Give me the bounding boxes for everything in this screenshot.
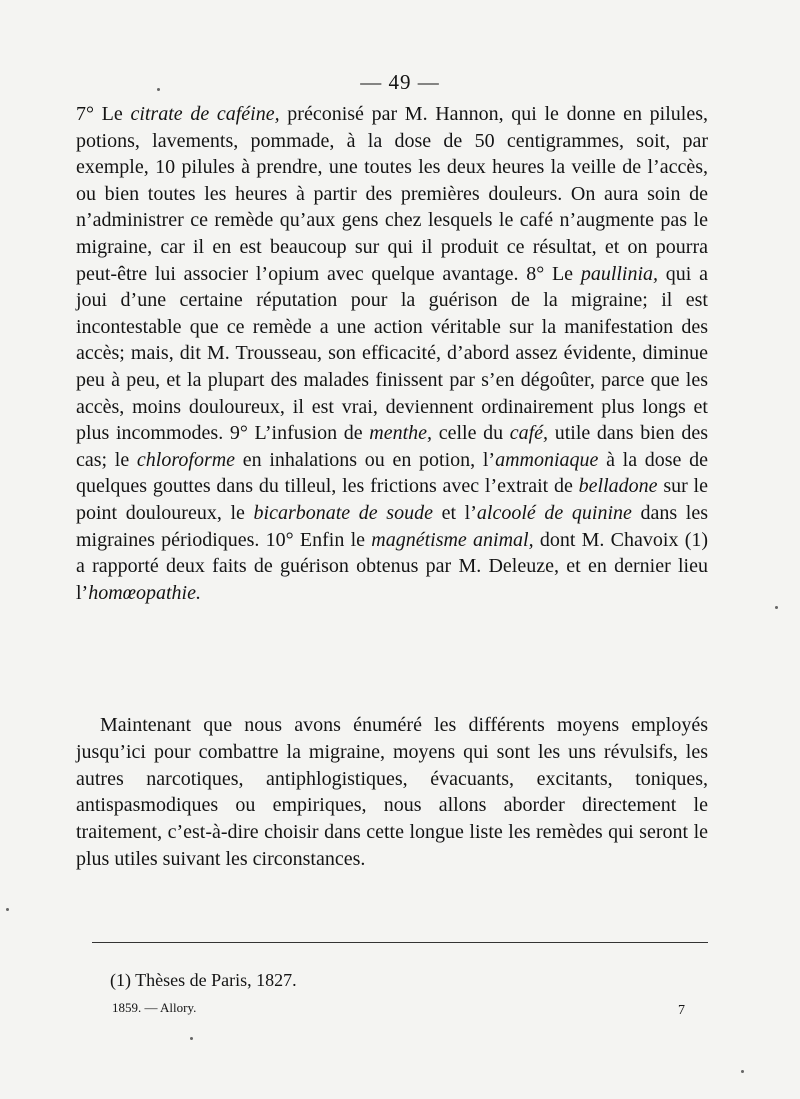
paragraph-2: Maintenant que nous avons énuméré les différents moyens employés jusqu’ici pour combattre la migraine, moyens qui sont les uns révulsifs, les autres narcotiques, antiphlogistiques, évacuants, excitants, toniques, antispasmodiques ou empiriques, nous allons aborder directement le traitement, c’est-à-dire choisir dans cette longue liste les remèdes qui seront le plus utiles suivant les circonstances.: [76, 714, 708, 870]
italic-term-magnetisme: magnétisme animal,: [371, 528, 534, 551]
italic-term-citrate: citrate de caféine,: [130, 103, 280, 125]
paragraph-conclusion: [76, 712, 708, 873]
text-run: utile dans bien des cas; le: [76, 422, 708, 471]
italic-term-ammoniaque: ammoniaque: [495, 448, 599, 471]
italic-term-paullinia: paullinia,: [580, 262, 659, 285]
page-number: — 49 —: [360, 70, 440, 94]
text-run: et l’: [432, 501, 477, 524]
paper-speck: [741, 1070, 744, 1073]
italic-term-alcoole: alcoolé de quinine: [476, 501, 632, 524]
text-run: dans les migraines périodiques. 10° Enfin le: [76, 501, 709, 551]
paragraph-1: [76, 101, 708, 606]
paper-speck: [6, 908, 9, 911]
text-run: sur le point douloureux, le: [76, 475, 708, 524]
paper-speck: [775, 606, 778, 609]
italic-term-chloroforme: chloroforme: [136, 448, 236, 471]
italic-term-menthe: menthe,: [369, 422, 433, 445]
text-run: celle du: [432, 422, 510, 445]
italic-term-homoeopathie: homœopathie.: [88, 581, 201, 604]
text-run: qui a joui d’une certaine réputation pour la guérison de la migraine; il est incontestable que ce remède a une action véritable sur la manifestation des accès; mais, dit M. Trousseau, son efficacité, d’abord assez évidente, diminue peu à peu, et la plupart des malades finissent par s’en dégoûter, parce que les accès, moins douloureux, il est vrai, deviennent ordinairement plus longs et plus incommodes. 9° L’infusion de: [76, 262, 708, 445]
text-run: 7° Le: [76, 103, 131, 125]
text-run: en inhalations ou en potion, l’: [235, 448, 496, 471]
italic-term-bicarbonate: bicarbonate de soude: [253, 501, 433, 524]
signature-line: 1859. — Allory.: [112, 1000, 197, 1015]
signature-number: 7: [678, 1003, 685, 1018]
paper-speck: [190, 1037, 193, 1040]
text-run: préconisé par M. Hannon, qui le donne en pilules, potions, lavements, pommade, à la dose de 50 centigrammes, soit, par exemple, 10 pilules à prendre, une toutes les deux heures la veille de l’accès, ou bien toutes les heures à partir des premières douleurs. On aura soin de n’administrer ce remède qu’aux gens chez lesquels le café n’augmente pas le migraine, car il en est beaucoup sur qui il produit ce résultat, et on pourra peut-être lui associer l’opium avec quelque avantage. 8° Le: [76, 103, 708, 285]
italic-term-belladone: belladone: [578, 475, 658, 498]
italic-term-cafe: café,: [509, 422, 549, 445]
paragraph-remedies-list: [76, 101, 708, 606]
footnote-divider: [92, 942, 708, 943]
text-run: dont M. Chavoix (1) a rapporté deux faits de guérison obtenus par M. Deleuze, et en dernier lieu l’: [76, 528, 709, 604]
footnote: (1) Thèses de Paris, 1827.: [110, 970, 297, 990]
text-run: à la dose de quelques gouttes dans du tilleul, les frictions avec l’extrait de: [76, 448, 708, 498]
paper-speck: [157, 88, 160, 91]
